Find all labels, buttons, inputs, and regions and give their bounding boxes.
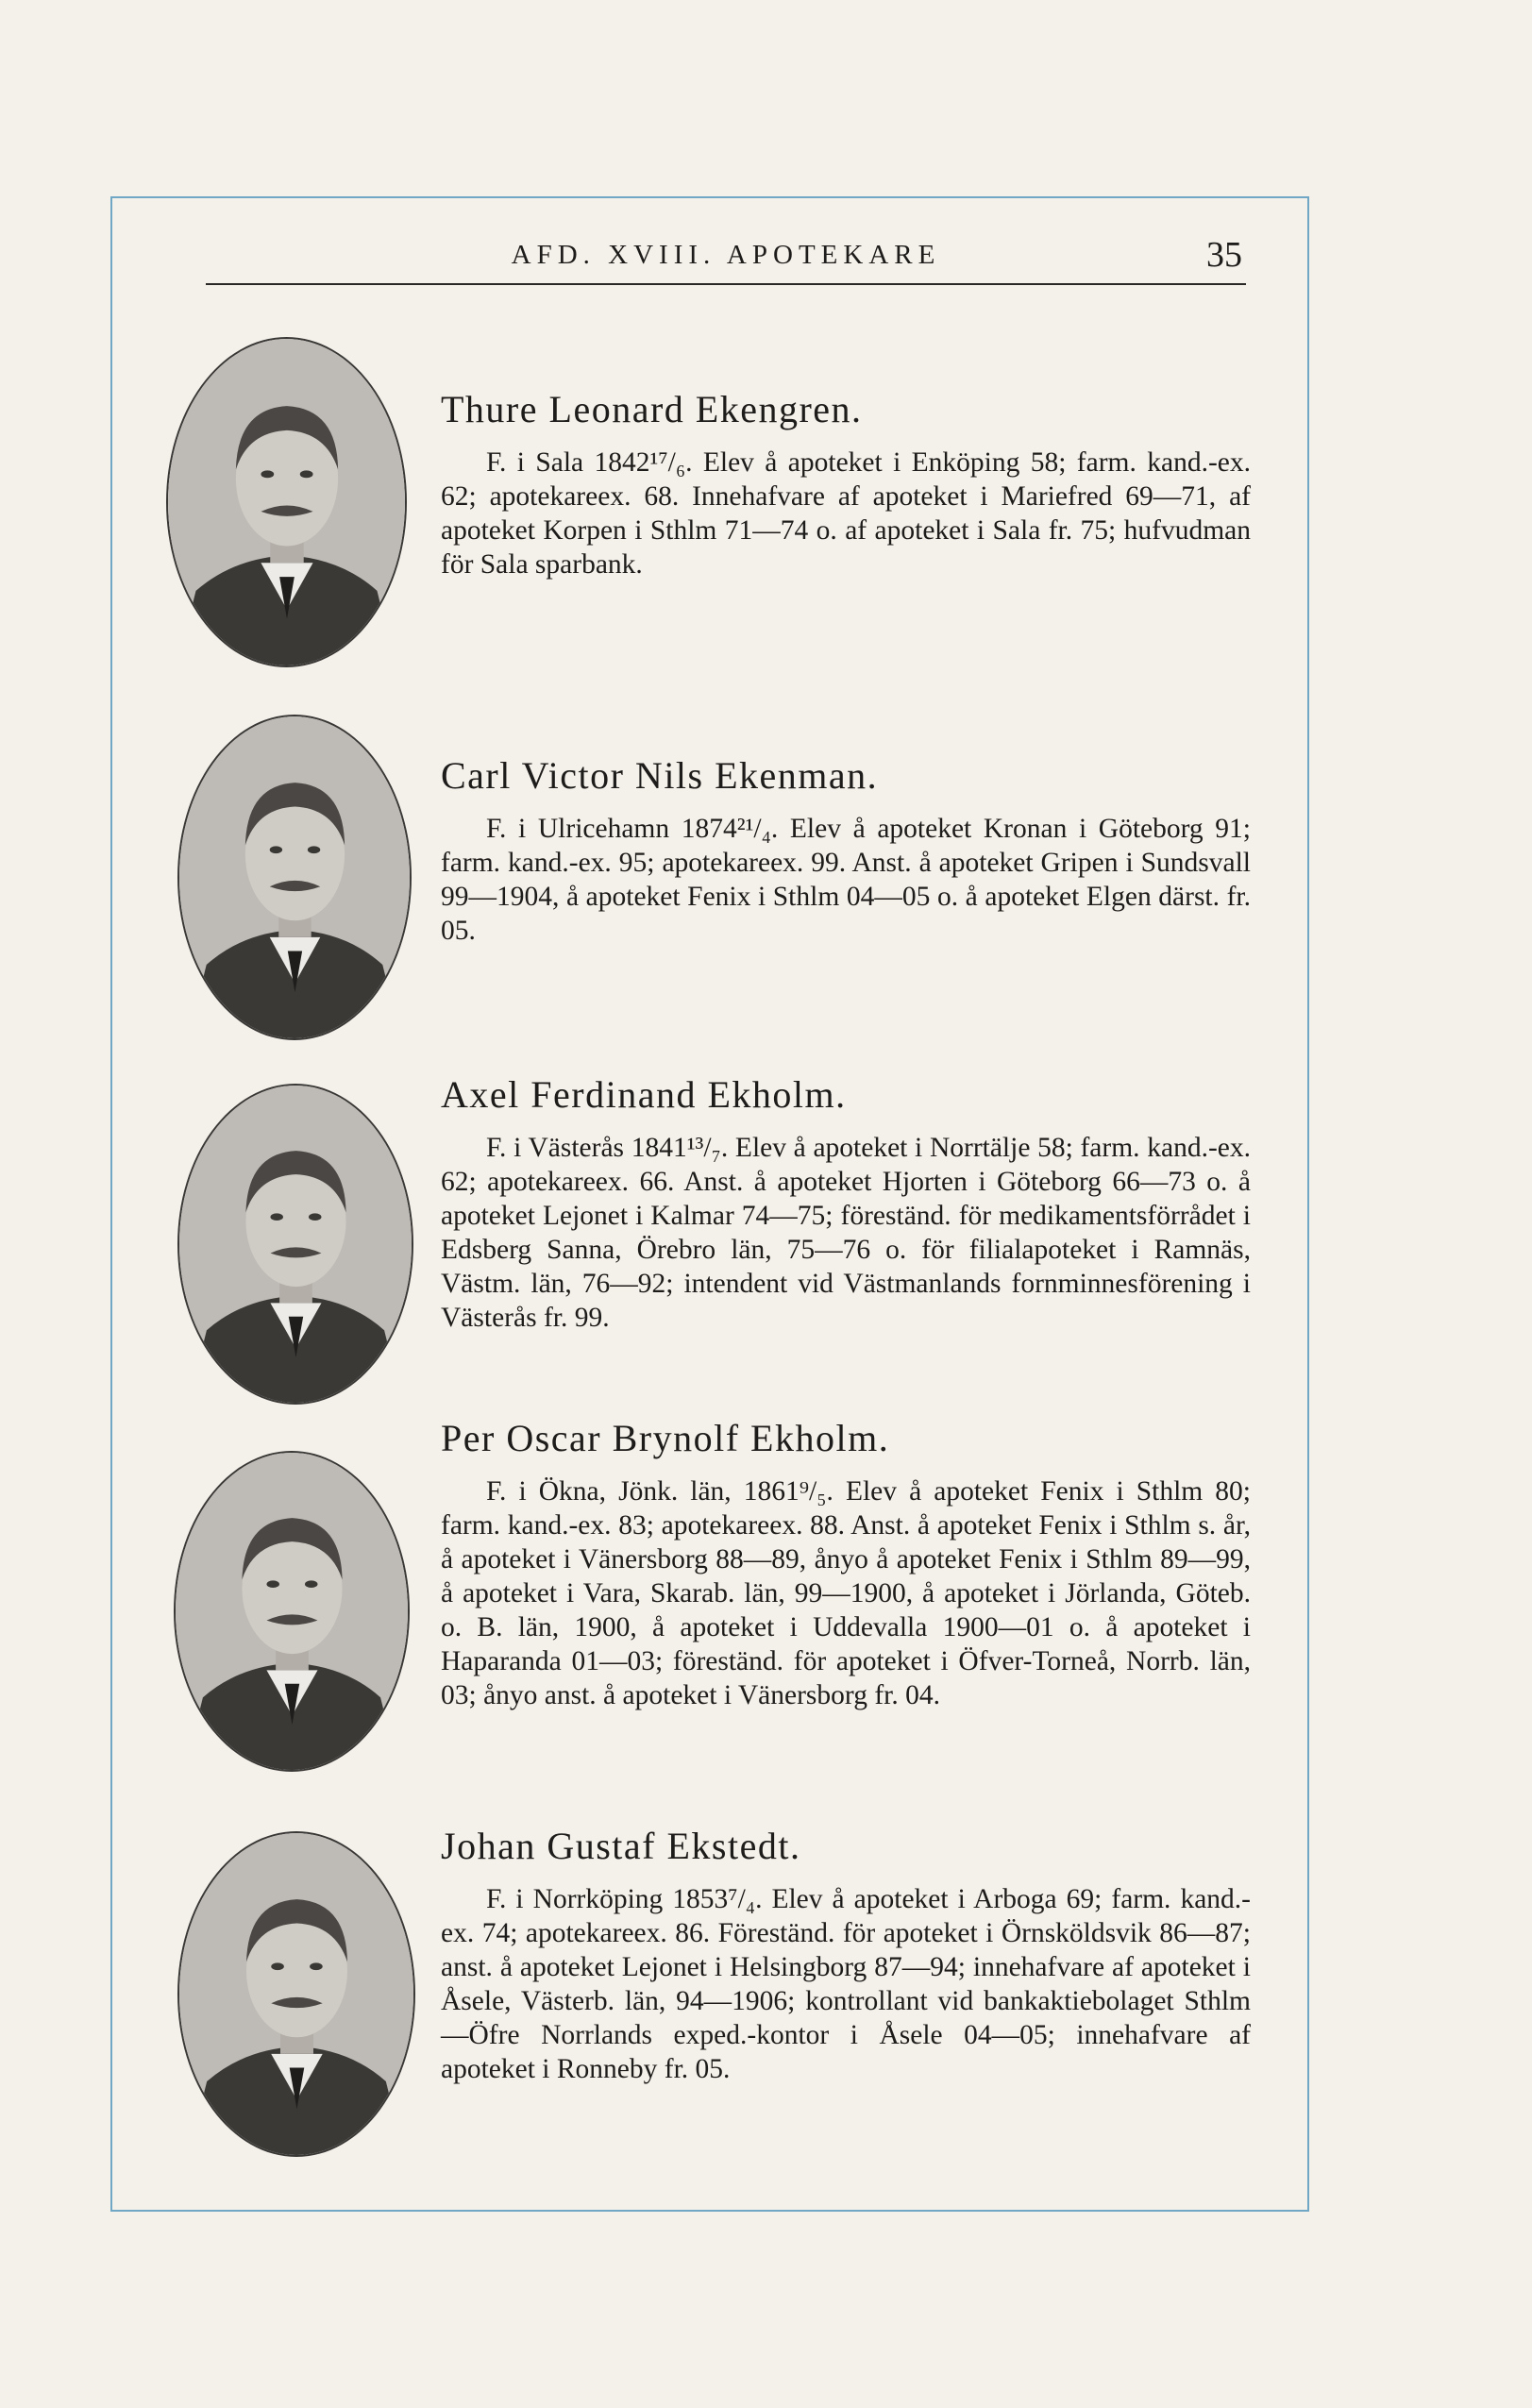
- entry-axel-ekholm: [441, 1072, 1251, 1335]
- entry-thure-ekengren: [441, 387, 1251, 581]
- portrait-photo-icon: [176, 1453, 408, 1770]
- portrait-photo-icon: [179, 716, 410, 1038]
- entry-name: Thure Leonard Ekengren.: [441, 388, 863, 430]
- portrait-johan-ekstedt: [177, 1831, 415, 2157]
- running-header: [206, 234, 1246, 285]
- portrait-axel-ekholm: [177, 1084, 413, 1405]
- entry-bio: F. i Sala 1842¹⁷/₆. Elev å apoteket i Enköping 58; farm. kand.-ex. 62; apotekareex. 68. Innehafvare af apoteket i Mariefred 69—71, af apoteket Korpen i Sthlm 71—74 o. af apoteket i Sala fr. 75; hufvudman för Sala sparbank.: [441, 447, 1251, 580]
- entry-johan-ekstedt: [441, 1824, 1251, 2086]
- page-number: 35: [1206, 235, 1242, 275]
- entry-name: Axel Ferdinand Ekholm.: [441, 1073, 847, 1116]
- entry-bio: F. i Ulricehamn 1874²¹/₄. Elev å apoteket Kronan i Göteborg 91; farm. kand.-ex. 95; apotekareex. 99. Anst. å apoteket Gripen i Sundsvall 99—1904, å apoteket Fenix i Sthlm 04—05 o. å apoteket Elgen därst. fr. 05.: [441, 814, 1251, 946]
- portrait-per-ekholm: [174, 1451, 410, 1772]
- entry-name: Per Oscar Brynolf Ekholm.: [441, 1417, 890, 1459]
- entry-name: Johan Gustaf Ekstedt.: [441, 1825, 801, 1867]
- entry-carl-ekenman: [441, 753, 1251, 948]
- entry-bio: F. i Västerås 1841¹³/₇. Elev å apoteket i Norrtälje 58; farm. kand.-ex. 62; apotekareex. 66. Anst. å apoteket Hjorten i Göteborg 66—73 o. å apoteket Lejonet i Kalmar 74—75; föreständ. för medikamentsförrådet i Edsberg Sanna, Örebro län, 75—76 o. för filialapoteket i Ramnäs, Västm. län, 76—92; intendent vid Västmanlands fornminnesförening i Västerås fr. 99.: [441, 1133, 1251, 1333]
- entry-bio: F. i Ökna, Jönk. län, 1861⁹/₅. Elev å apoteket Fenix i Sthlm 80; farm. kand.-ex. 83; apotekareex. 88. Anst. å apoteket Fenix i Sthlm s. år, å apoteket i Vänersborg 88—89, ånyo å apoteket Fenix i Sthlm 89—99, å apoteket i Vara, Skarab. län, 99—1900, å apoteket i Jörlanda, Göteb. o. B. län, 1900, å apoteket i Uddevalla 1900—01 o. å apoteket i Haparanda 01—03; föreständ. för apoteket i Öfver-Torneå, Norrb. län, 03; ånyo anst. å apoteket i Vänersborg fr. 04.: [441, 1476, 1251, 1710]
- portrait-photo-icon: [179, 1086, 412, 1403]
- running-title: AFD. XVIII. APOTEKARE: [511, 240, 941, 270]
- entry-name: Carl Victor Nils Ekenman.: [441, 754, 879, 797]
- portrait-thure-ekengren: [166, 337, 407, 667]
- portrait-photo-icon: [179, 1833, 413, 2155]
- entry-per-ekholm: [441, 1416, 1251, 1712]
- entry-bio: F. i Norrköping 1853⁷/₄. Elev å apoteket i Arboga 69; farm. kand.-ex. 74; apotekareex. 86. Föreständ. för apoteket i Örnsköldsvik 86—87; anst. å apoteket Lejonet i Helsingborg 87—94; innehafvare af apoteket i Åsele, Västerb. län, 94—1906; kontrollant vid bankaktiebolaget Sthlm—Öfre Norrlands exped.-kontor i Åsele 04—05; innehafvare af apoteket i Ronneby fr. 05.: [441, 1884, 1251, 2084]
- portrait-carl-ekenman: [177, 715, 412, 1040]
- portrait-photo-icon: [168, 339, 405, 665]
